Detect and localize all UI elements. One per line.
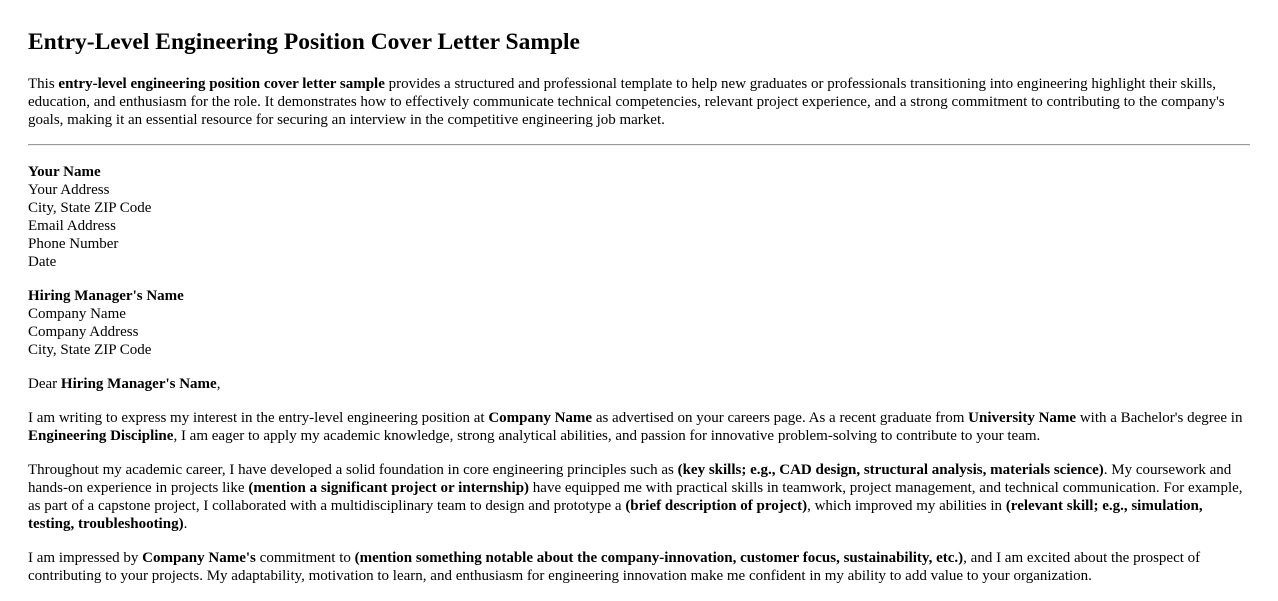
sender-address: Your Address: [28, 182, 110, 198]
p1-company-name: Company Name: [488, 410, 593, 426]
p1-text-3: with a Bachelor's degree in: [1076, 410, 1243, 426]
sender-city: City, State ZIP Code: [28, 200, 152, 216]
p1-engineering-discipline: Engineering Discipline: [28, 428, 174, 444]
intro-paragraph: [28, 75, 1250, 129]
sender-name: Your Name: [28, 164, 101, 180]
sender-phone: Phone Number: [28, 236, 119, 252]
recipient-company: Company Name: [28, 306, 126, 322]
intro-prefix: This: [28, 76, 59, 92]
recipient-city: City, State ZIP Code: [28, 342, 152, 358]
section-divider: [28, 144, 1250, 146]
p1-text-1: I am writing to express my interest in the entry-level engineering position at: [28, 410, 489, 426]
p2-project-description: (brief description of project): [625, 498, 808, 514]
sender-email: Email Address: [28, 218, 116, 234]
p3-text-2: commitment to: [255, 550, 355, 566]
salutation: [28, 375, 1250, 393]
p3-company-name: Company Name's: [142, 550, 256, 566]
p2-key-skills: (key skills; e.g., CAD design, structural analysis, materials science): [677, 462, 1104, 478]
intro-bold-phrase: entry-level engineering position cover letter sample: [58, 76, 385, 92]
p3-text-1: I am impressed by: [28, 550, 143, 566]
p2-text-5: .: [183, 516, 188, 532]
recipient-block: [28, 287, 1250, 359]
sender-date: Date: [28, 254, 57, 270]
p3-company-notable: (mention something notable about the company-innovation, customer focus, sustainability, etc.): [354, 550, 964, 566]
body-paragraph-3: [28, 549, 1250, 585]
body-paragraph-1: [28, 409, 1250, 445]
body-paragraph-2: [28, 461, 1250, 533]
salutation-name: Hiring Manager's Name: [60, 376, 217, 392]
salutation-suffix: ,: [216, 376, 221, 392]
page-title: Entry-Level Engineering Position Cover Letter Sample: [28, 29, 580, 55]
intro-suffix: provides a structured and professional template to help new graduates or professionals transitioning into engineering highlight their skills, education, and enthusiasm for the role. It demonstrates how to effectively communicate technical competencies, relevant project experience, and a strong commitment to contributing to the company's goals, making it an essential resource for securing an interview in the competitive engineering job market.: [28, 76, 1225, 128]
recipient-name: Hiring Manager's Name: [28, 288, 184, 304]
p3-text-3: , and I am excited about the prospect of contributing to your projects. My adaptability, motivation to learn, and enthusiasm for engineering innovation make me confident in my ability to add value to your organization.: [28, 550, 1201, 584]
p2-text-2: . My coursework and hands-on experience in projects like: [28, 462, 1232, 496]
p2-text-4: , which improved my abilities in: [807, 498, 1006, 514]
p1-text-2: as advertised on your careers page. As a recent graduate from: [592, 410, 969, 426]
p2-relevant-skill: (relevant skill; e.g., simulation, testing, troubleshooting): [28, 498, 1203, 532]
p1-text-4: , I am eager to apply my academic knowledge, strong analytical abilities, and passion for innovative problem-solving to contribute to your team.: [173, 428, 1041, 444]
p2-significant-project: (mention a significant project or internship): [248, 480, 530, 496]
p2-text-3: have equipped me with practical skills in teamwork, project management, and technical communication. For example, as part of a capstone project, I collaborated with a multidisciplinary team to design and prototype a: [28, 480, 1243, 514]
sender-block: [28, 163, 1250, 271]
p1-university-name: University Name: [968, 410, 1077, 426]
p2-text-1: Throughout my academic career, I have developed a solid foundation in core engineering principles such as: [28, 462, 678, 478]
recipient-address: Company Address: [28, 324, 139, 340]
salutation-prefix: Dear: [28, 376, 61, 392]
